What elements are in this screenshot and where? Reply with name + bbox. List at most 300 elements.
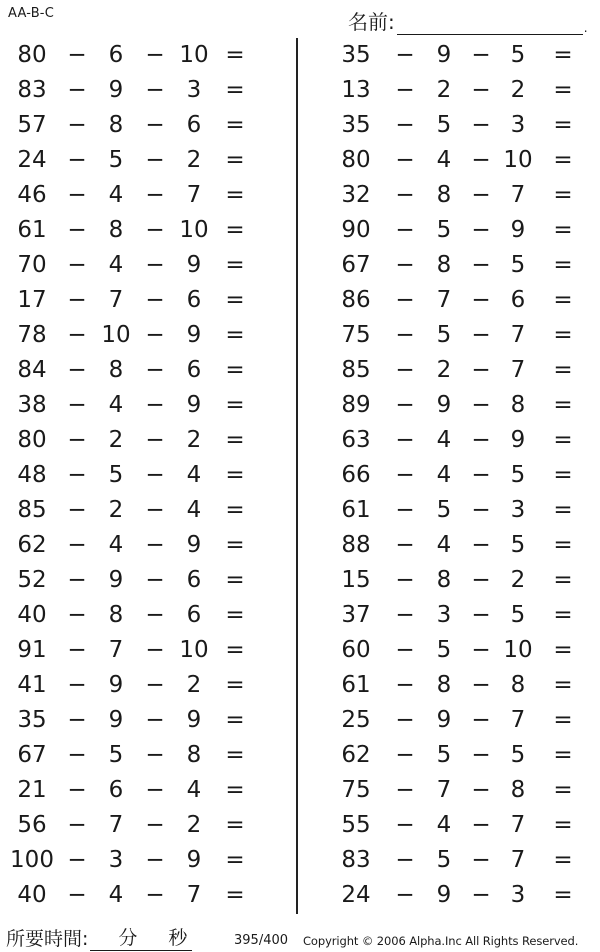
minus-sign: −: [471, 777, 491, 803]
minus-sign: −: [471, 637, 491, 663]
subtrahend-1: 8: [436, 672, 452, 698]
minuend: 63: [341, 427, 371, 453]
subtrahend-2: 9: [186, 847, 202, 873]
problem-row: [0, 423, 270, 458]
equals-sign: =: [225, 637, 245, 663]
subtrahend-1: 4: [436, 812, 452, 838]
problem-row: [0, 773, 270, 808]
copyright-notice: Copyright © 2006 Alpha.Inc All Rights Reserved.: [303, 934, 579, 948]
equals-sign: =: [225, 322, 245, 348]
subtrahend-1: 7: [436, 287, 452, 313]
equals-sign: =: [553, 462, 573, 488]
equals-sign: =: [225, 357, 245, 383]
equals-sign: =: [553, 112, 573, 138]
minuend: 38: [17, 392, 47, 418]
problem-row: [0, 598, 270, 633]
subtrahend-1: 9: [108, 672, 124, 698]
minus-sign: −: [395, 742, 415, 768]
equals-sign: =: [553, 182, 573, 208]
equals-sign: =: [553, 777, 573, 803]
minuend: 60: [341, 637, 371, 663]
minus-sign: −: [145, 427, 165, 453]
minuend: 35: [17, 707, 47, 733]
minus-sign: −: [145, 112, 165, 138]
subtrahend-1: 9: [108, 77, 124, 103]
subtrahend-1: 10: [101, 322, 131, 348]
minus-sign: −: [145, 602, 165, 628]
minus-sign: −: [395, 357, 415, 383]
minus-sign: −: [145, 742, 165, 768]
minus-sign: −: [145, 882, 165, 908]
subtrahend-1: 8: [108, 112, 124, 138]
equals-sign: =: [553, 287, 573, 313]
minus-sign: −: [395, 882, 415, 908]
minuend: 84: [17, 357, 47, 383]
problem-row: [322, 143, 592, 178]
equals-sign: =: [553, 602, 573, 628]
minus-sign: −: [145, 847, 165, 873]
minus-sign: −: [471, 427, 491, 453]
minus-sign: −: [67, 777, 87, 803]
subtrahend-1: 5: [436, 637, 452, 663]
subtrahend-2: 5: [510, 462, 526, 488]
minus-sign: −: [145, 567, 165, 593]
subtrahend-2: 2: [510, 567, 526, 593]
equals-sign: =: [225, 392, 245, 418]
subtrahend-2: 7: [510, 707, 526, 733]
minus-sign: −: [395, 497, 415, 523]
minus-sign: −: [471, 112, 491, 138]
minus-sign: −: [471, 882, 491, 908]
minus-sign: −: [145, 637, 165, 663]
minus-sign: −: [395, 147, 415, 173]
minuend: 61: [17, 217, 47, 243]
subtrahend-2: 2: [186, 427, 202, 453]
subtrahend-2: 9: [186, 532, 202, 558]
minus-sign: −: [145, 812, 165, 838]
problem-row: [322, 528, 592, 563]
subtrahend-2: 3: [186, 77, 202, 103]
minuend: 24: [17, 147, 47, 173]
minuend: 62: [341, 742, 371, 768]
equals-sign: =: [225, 112, 245, 138]
problem-row: [322, 808, 592, 843]
problem-row: [322, 703, 592, 738]
subtrahend-2: 9: [186, 392, 202, 418]
minus-sign: −: [395, 42, 415, 68]
subtrahend-1: 5: [436, 847, 452, 873]
subtrahend-1: 5: [108, 742, 124, 768]
minus-sign: −: [471, 357, 491, 383]
subtrahend-2: 3: [510, 882, 526, 908]
minus-sign: −: [395, 532, 415, 558]
minus-sign: −: [471, 42, 491, 68]
problem-row: [322, 423, 592, 458]
minus-sign: −: [67, 637, 87, 663]
minus-sign: −: [67, 252, 87, 278]
subtrahend-1: 4: [108, 252, 124, 278]
minus-sign: −: [395, 287, 415, 313]
minuend: 15: [341, 567, 371, 593]
minuend: 24: [341, 882, 371, 908]
problem-row: [322, 108, 592, 143]
equals-sign: =: [553, 812, 573, 838]
problem-row: [0, 703, 270, 738]
minus-sign: −: [67, 77, 87, 103]
problem-row: [0, 458, 270, 493]
problem-row: [322, 598, 592, 633]
problem-row: [0, 353, 270, 388]
subtrahend-1: 4: [108, 882, 124, 908]
subtrahend-2: 3: [510, 112, 526, 138]
minuend: 41: [17, 672, 47, 698]
minus-sign: −: [395, 672, 415, 698]
equals-sign: =: [225, 77, 245, 103]
subtrahend-1: 9: [108, 567, 124, 593]
minus-sign: −: [67, 672, 87, 698]
subtrahend-1: 5: [108, 147, 124, 173]
subtrahend-1: 3: [436, 602, 452, 628]
subtrahend-2: 9: [186, 322, 202, 348]
subtrahend-2: 3: [510, 497, 526, 523]
minuend: 52: [17, 567, 47, 593]
minus-sign: −: [395, 847, 415, 873]
subtrahend-2: 4: [186, 777, 202, 803]
subtrahend-2: 9: [186, 707, 202, 733]
problem-row: [0, 283, 270, 318]
minuend: 88: [341, 532, 371, 558]
subtrahend-2: 8: [510, 672, 526, 698]
problem-row: [0, 318, 270, 353]
equals-sign: =: [225, 707, 245, 733]
problem-row: [0, 878, 270, 913]
minuend: 80: [341, 147, 371, 173]
minus-sign: −: [67, 42, 87, 68]
minuend: 78: [17, 322, 47, 348]
minus-sign: −: [67, 742, 87, 768]
minus-sign: −: [145, 42, 165, 68]
subtrahend-2: 2: [186, 812, 202, 838]
minuend: 75: [341, 322, 371, 348]
equals-sign: =: [553, 392, 573, 418]
problem-row: [0, 178, 270, 213]
minus-sign: −: [67, 497, 87, 523]
subtrahend-2: 7: [510, 847, 526, 873]
equals-sign: =: [553, 147, 573, 173]
minus-sign: −: [395, 427, 415, 453]
minus-sign: −: [67, 322, 87, 348]
subtrahend-2: 5: [510, 252, 526, 278]
minuend: 40: [17, 602, 47, 628]
minuend: 62: [17, 532, 47, 558]
problem-row: [322, 668, 592, 703]
minus-sign: −: [395, 252, 415, 278]
problem-row: [0, 563, 270, 598]
equals-sign: =: [225, 567, 245, 593]
seconds-unit: 秒: [168, 927, 188, 949]
minus-sign: −: [471, 532, 491, 558]
minus-sign: −: [67, 882, 87, 908]
minus-sign: −: [67, 847, 87, 873]
subtrahend-2: 7: [510, 182, 526, 208]
minus-sign: −: [395, 182, 415, 208]
minus-sign: −: [471, 602, 491, 628]
equals-sign: =: [553, 567, 573, 593]
minus-sign: −: [145, 707, 165, 733]
equals-sign: =: [225, 777, 245, 803]
subtrahend-2: 9: [510, 217, 526, 243]
subtrahend-1: 8: [108, 602, 124, 628]
minus-sign: −: [145, 287, 165, 313]
subtrahend-2: 7: [186, 882, 202, 908]
subtrahend-2: 6: [186, 357, 202, 383]
column-divider: [296, 38, 298, 914]
minus-sign: −: [67, 287, 87, 313]
problem-row: [0, 668, 270, 703]
problem-row: [322, 878, 592, 913]
minus-sign: −: [67, 812, 87, 838]
minus-sign: −: [67, 112, 87, 138]
minus-sign: −: [145, 182, 165, 208]
minuend: 80: [17, 42, 47, 68]
worksheet-code: AA-B-C: [8, 6, 54, 21]
subtrahend-2: 7: [510, 812, 526, 838]
minus-sign: −: [145, 392, 165, 418]
subtrahend-1: 6: [108, 42, 124, 68]
problem-row: [0, 38, 270, 73]
minuend: 46: [17, 182, 47, 208]
minus-sign: −: [395, 217, 415, 243]
problem-row: [0, 73, 270, 108]
minus-sign: −: [67, 217, 87, 243]
equals-sign: =: [553, 252, 573, 278]
minus-sign: −: [395, 707, 415, 733]
minuend: 86: [341, 287, 371, 313]
problem-row: [322, 73, 592, 108]
subtrahend-1: 8: [108, 217, 124, 243]
problem-row: [0, 493, 270, 528]
subtrahend-1: 8: [436, 252, 452, 278]
minus-sign: −: [471, 147, 491, 173]
equals-sign: =: [225, 497, 245, 523]
subtrahend-2: 2: [186, 672, 202, 698]
minuend: 35: [341, 112, 371, 138]
time-required-field[interactable]: [6, 924, 192, 951]
name-blank-line[interactable]: [397, 14, 583, 35]
subtrahend-2: 5: [510, 42, 526, 68]
minus-sign: −: [471, 392, 491, 418]
subtrahend-2: 7: [186, 182, 202, 208]
minuend: 35: [341, 42, 371, 68]
subtrahend-1: 8: [108, 357, 124, 383]
problem-row: [322, 248, 592, 283]
minuend: 40: [17, 882, 47, 908]
minus-sign: −: [395, 567, 415, 593]
minus-sign: −: [471, 707, 491, 733]
minuend: 67: [341, 252, 371, 278]
minus-sign: −: [471, 462, 491, 488]
minus-sign: −: [145, 672, 165, 698]
subtrahend-1: 7: [108, 287, 124, 313]
time-required-label: 所要時間:: [6, 928, 89, 950]
subtrahend-2: 9: [186, 252, 202, 278]
problem-row: [0, 633, 270, 668]
problem-row: [0, 388, 270, 423]
problem-row: [322, 738, 592, 773]
equals-sign: =: [553, 42, 573, 68]
minuend: 13: [341, 77, 371, 103]
minuend: 100: [10, 847, 54, 873]
minus-sign: −: [145, 777, 165, 803]
problem-row: [322, 843, 592, 878]
minus-sign: −: [395, 322, 415, 348]
minus-sign: −: [471, 287, 491, 313]
equals-sign: =: [553, 707, 573, 733]
equals-sign: =: [553, 637, 573, 663]
subtrahend-1: 9: [436, 42, 452, 68]
minuend: 83: [17, 77, 47, 103]
minuend: 66: [341, 462, 371, 488]
minuend: 55: [341, 812, 371, 838]
subtrahend-1: 4: [436, 147, 452, 173]
minus-sign: −: [145, 217, 165, 243]
minus-sign: −: [145, 322, 165, 348]
time-blank-line[interactable]: [90, 928, 192, 951]
minus-sign: −: [145, 252, 165, 278]
name-field[interactable]: [348, 6, 588, 35]
problem-row: [322, 283, 592, 318]
problem-row: [322, 493, 592, 528]
subtrahend-1: 9: [108, 707, 124, 733]
minus-sign: −: [395, 392, 415, 418]
equals-sign: =: [553, 322, 573, 348]
minus-sign: −: [395, 637, 415, 663]
page-number: 395/400: [234, 933, 289, 948]
subtrahend-1: 2: [108, 427, 124, 453]
left-problem-column: [0, 38, 270, 913]
problem-row: [0, 143, 270, 178]
subtrahend-1: 4: [436, 462, 452, 488]
minuend: 61: [341, 672, 371, 698]
subtrahend-2: 10: [503, 637, 533, 663]
subtrahend-1: 7: [108, 637, 124, 663]
minuend: 48: [17, 462, 47, 488]
subtrahend-2: 5: [510, 532, 526, 558]
minuend: 61: [341, 497, 371, 523]
equals-sign: =: [553, 357, 573, 383]
minuend: 17: [17, 287, 47, 313]
equals-sign: =: [553, 427, 573, 453]
minus-sign: −: [67, 392, 87, 418]
subtrahend-2: 2: [510, 77, 526, 103]
minuend: 21: [17, 777, 47, 803]
minus-sign: −: [471, 742, 491, 768]
subtrahend-2: 6: [186, 602, 202, 628]
equals-sign: =: [225, 812, 245, 838]
minuend: 56: [17, 812, 47, 838]
equals-sign: =: [553, 497, 573, 523]
subtrahend-2: 6: [186, 567, 202, 593]
subtrahend-2: 5: [510, 742, 526, 768]
minus-sign: −: [395, 462, 415, 488]
problem-row: [322, 213, 592, 248]
subtrahend-2: 10: [179, 217, 209, 243]
minus-sign: −: [145, 357, 165, 383]
minuend: 32: [341, 182, 371, 208]
equals-sign: =: [225, 462, 245, 488]
minuend: 37: [341, 602, 371, 628]
subtrahend-1: 7: [436, 777, 452, 803]
problem-row: [322, 38, 592, 73]
subtrahend-1: 9: [436, 707, 452, 733]
equals-sign: =: [225, 427, 245, 453]
minus-sign: −: [67, 707, 87, 733]
equals-sign: =: [225, 672, 245, 698]
subtrahend-1: 9: [436, 882, 452, 908]
subtrahend-2: 6: [510, 287, 526, 313]
problem-row: [322, 633, 592, 668]
equals-sign: =: [553, 532, 573, 558]
minuend: 85: [17, 497, 47, 523]
subtrahend-2: 8: [186, 742, 202, 768]
subtrahend-2: 9: [510, 427, 526, 453]
equals-sign: =: [225, 882, 245, 908]
subtrahend-2: 5: [510, 602, 526, 628]
subtrahend-2: 10: [179, 637, 209, 663]
minus-sign: −: [471, 182, 491, 208]
minus-sign: −: [395, 812, 415, 838]
problem-row: [322, 458, 592, 493]
subtrahend-1: 5: [108, 462, 124, 488]
minus-sign: −: [145, 462, 165, 488]
problem-row: [322, 563, 592, 598]
minuend: 75: [341, 777, 371, 803]
minus-sign: −: [471, 847, 491, 873]
problem-row: [322, 388, 592, 423]
subtrahend-1: 5: [436, 322, 452, 348]
minus-sign: −: [395, 77, 415, 103]
minus-sign: −: [395, 112, 415, 138]
subtrahend-2: 2: [186, 147, 202, 173]
minus-sign: −: [67, 532, 87, 558]
subtrahend-2: 8: [510, 392, 526, 418]
minus-sign: −: [395, 602, 415, 628]
subtrahend-2: 7: [510, 357, 526, 383]
subtrahend-2: 10: [503, 147, 533, 173]
problem-row: [0, 843, 270, 878]
equals-sign: =: [225, 252, 245, 278]
minus-sign: −: [67, 602, 87, 628]
subtrahend-1: 5: [436, 742, 452, 768]
subtrahend-1: 2: [436, 77, 452, 103]
equals-sign: =: [225, 847, 245, 873]
minus-sign: −: [471, 567, 491, 593]
equals-sign: =: [225, 532, 245, 558]
problem-row: [0, 213, 270, 248]
minus-sign: −: [145, 147, 165, 173]
minuend: 80: [17, 427, 47, 453]
subtrahend-1: 8: [436, 567, 452, 593]
equals-sign: =: [225, 42, 245, 68]
equals-sign: =: [225, 742, 245, 768]
subtrahend-1: 4: [108, 182, 124, 208]
minus-sign: −: [395, 777, 415, 803]
subtrahend-1: 4: [108, 532, 124, 558]
minus-sign: −: [471, 497, 491, 523]
minus-sign: −: [67, 462, 87, 488]
minus-sign: −: [67, 182, 87, 208]
subtrahend-2: 6: [186, 287, 202, 313]
